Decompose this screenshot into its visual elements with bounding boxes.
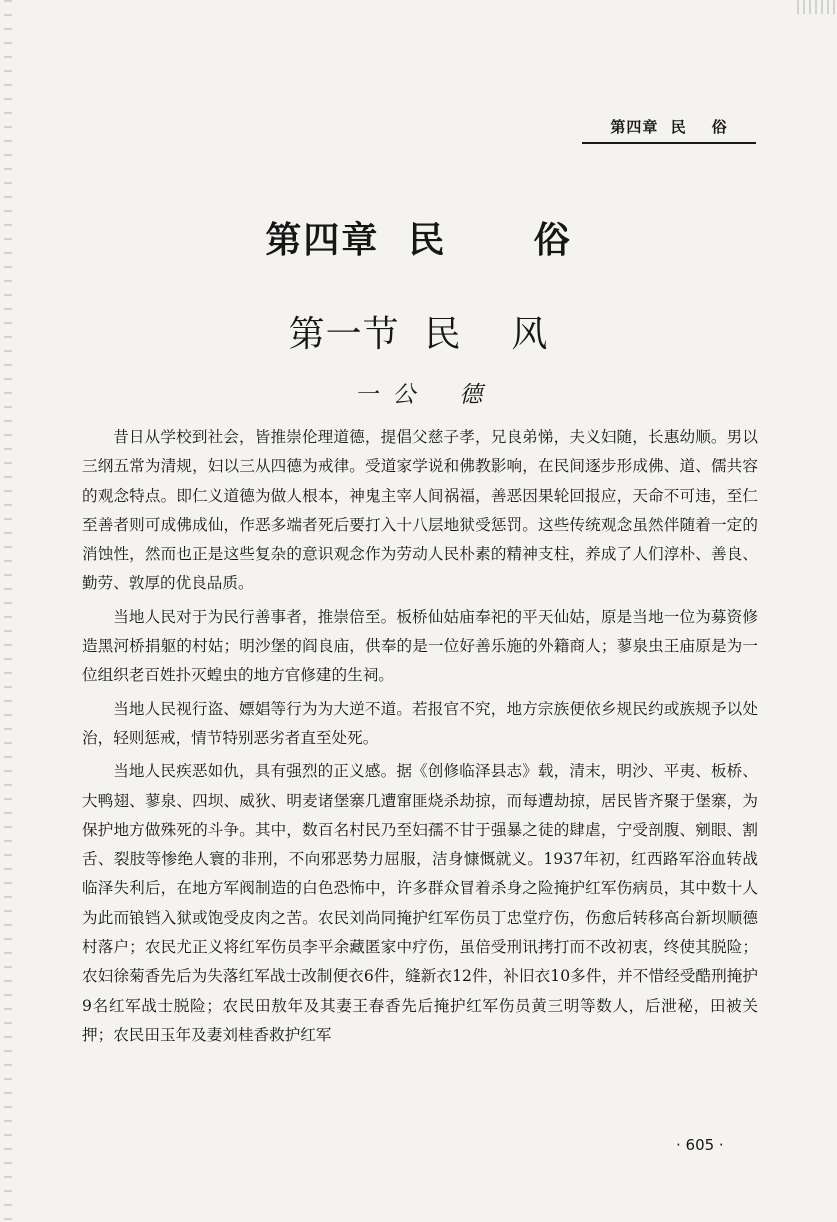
scan-binding-edge [4, 0, 12, 1222]
section-title: 第一节 民 风 [288, 314, 549, 355]
running-header: 第四章 民 俗 [582, 116, 756, 144]
scan-corner-mark [797, 0, 837, 14]
paragraph: 当地人民对于为民行善事者，推崇倍至。板桥仙姑庙奉祀的平天仙姑，原是当地一位为募资修造黑河桥捐躯的村姑；明沙堡的阎良庙，供奉的是一位好善乐施的外籍商人；蓼泉虫王庙原是为一位组织老百姓扑灭蝗虫的地方官修建的生祠。 [82, 607, 758, 685]
subsection-title: 一 公 德 [354, 382, 483, 408]
chapter-title: 第四章 民 俗 [265, 220, 572, 261]
paragraph: 昔日从学校到社会，皆推崇伦理道德，提倡父慈子孝，兄良弟悌，夫义妇随，长惠幼顺。男以三纲五常为清规，妇以三从四德为戒律。受道家学说和佛教影响，在民间逐步形成佛、道、儒共容的观念特点。即仁义道德为做人根本，神鬼主宰人间祸福，善恶因果轮回报应，天命不可违，至仁至善者则可成佛成仙，作恶多端者死后要打入十八层地狱受惩罚。这些传统观念虽然伴随着一定的消蚀性，然而也正是这些复杂的意识观念作为劳动人民朴素的精神支柱，养成了人们淳朴、善良、勤劳、敦厚的优良品质。 [82, 428, 758, 593]
page-number: · 605 · [676, 1136, 724, 1154]
paragraph: 当地人民疾恶如仇，具有强烈的正义感。据《创修临泽县志》载，清末，明沙、平夷、板桥、大鸭翅、蓼泉、四坝、威狄、明麦诸堡寨几遭窜匪烧杀劫掠，而每遭劫掠，居民皆齐聚于堡寨，为保护地方做殊死的斗争。其中，数百名村民乃至妇孺不甘于强暴之徒的肆虐，宁受剖腹、剜眼、割舌、裂肢等惨绝人寰的非刑，不向邪恶势力屈服，洁身慷慨就义。1937年初，红西路军浴血转战临泽失利后，在地方军阀制造的白色恐怖中，许多群众冒着杀身之险掩护红军伤病员，其中数十人为此而锒铛入狱或饱受皮肉之苦。农民刘尚同掩护红军伤员丁忠堂疗伤，伤愈后转移高台新坝顺德村落户；农民尤正义将红军伤员李平余藏匿家中疗伤，虽倍受刑讯拷打而不改初衷，终使其脱险；农妇徐菊香先后为失落红军战士改制便衣6件，缝新衣12件，补旧衣10多件，并不惜经受酷刑掩护9名红军战士脱险；农民田敖年及其妻王春香先后掩护红军伤员黄三明等数人，后泄秘，田被关押；农民田玉年及妻刘桂香救护红军 [82, 762, 758, 1044]
body-text [82, 423, 758, 1054]
paragraph: 当地人民视行盗、嫖娼等行为为大逆不道。若报官不究，地方宗族便依乡规民约或族规予以处治，轻则惩戒，情节特别恶劣者直至处死。 [82, 699, 758, 747]
